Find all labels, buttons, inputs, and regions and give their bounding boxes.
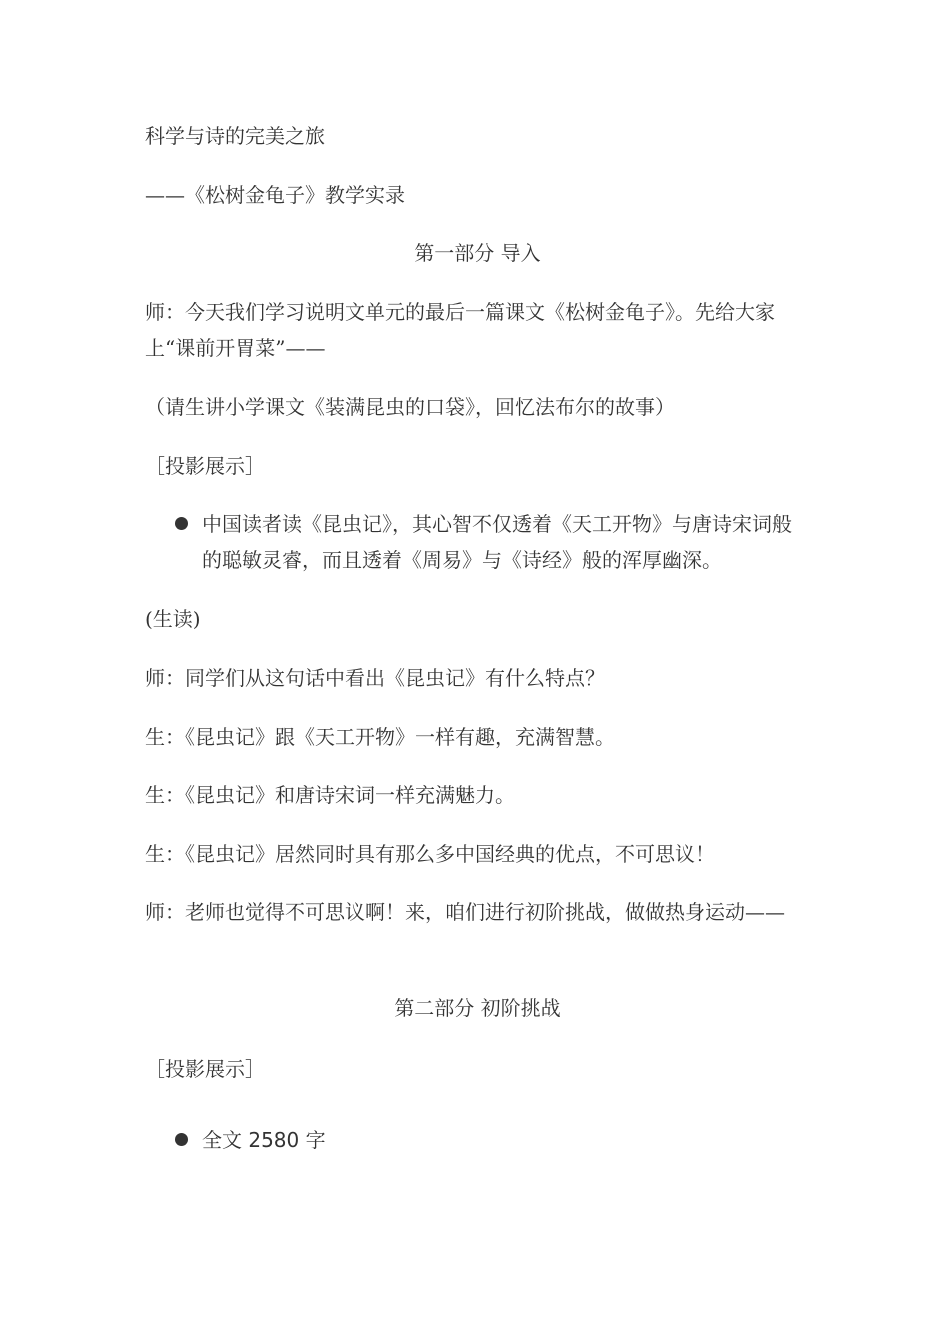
document-subtitle: ——《松树金龟子》教学实录 (145, 183, 405, 207)
bullet-item-2-suffix: 字 (305, 1128, 326, 1152)
paragraph-student-tell: （请生讲小学课文《装满昆虫的口袋》，回忆法布尔的故事） (145, 395, 675, 419)
bullet-dot-icon (175, 1133, 188, 1146)
bullet-item-2-number: 2580 (248, 1128, 300, 1152)
projection-label-2: ［投影展示］ (145, 1057, 265, 1081)
document-title: 科学与诗的完美之旅 (145, 124, 325, 148)
bullet-item-1-text: 中国读者读《昆虫记》，其心智不仅透着《天工开物》与唐诗宋词般的聪敏灵睿，而且透着《周易》与《诗经》般的浑厚幽深。 (202, 512, 792, 572)
bullet-dot-icon (175, 517, 188, 530)
paragraph-teacher-intro: 师：今天我们学习说明文单元的最后一篇课文《松树金龟子》。先给大家上“课前开胃菜”—— (145, 300, 775, 360)
section-2-heading: 第二部分 初阶挑战 (394, 996, 561, 1020)
paragraph-student-read: (生读) (145, 607, 201, 631)
section-1-heading: 第一部分 导入 (414, 241, 541, 265)
projection-label-1: ［投影展示］ (145, 454, 265, 478)
paragraph-teacher-challenge: 师：老师也觉得不可思议啊！来，咱们进行初阶挑战，做做热身运动—— (145, 900, 785, 924)
paragraph-student-answer-3: 生：《昆虫记》居然同时具有那么多中国经典的优点，不可思议！ (145, 842, 715, 866)
paragraph-teacher-question: 师：同学们从这句话中看出《昆虫记》有什么特点？ (145, 666, 605, 690)
bullet-item-2-prefix: 全文 (202, 1128, 242, 1152)
paragraph-student-answer-2: 生：《昆虫记》和唐诗宋词一样充满魅力。 (145, 783, 515, 807)
paragraph-student-answer-1: 生：《昆虫记》跟《天工开物》一样有趣，充满智慧。 (145, 725, 615, 749)
bullet-item-2-text (202, 1122, 810, 1158)
